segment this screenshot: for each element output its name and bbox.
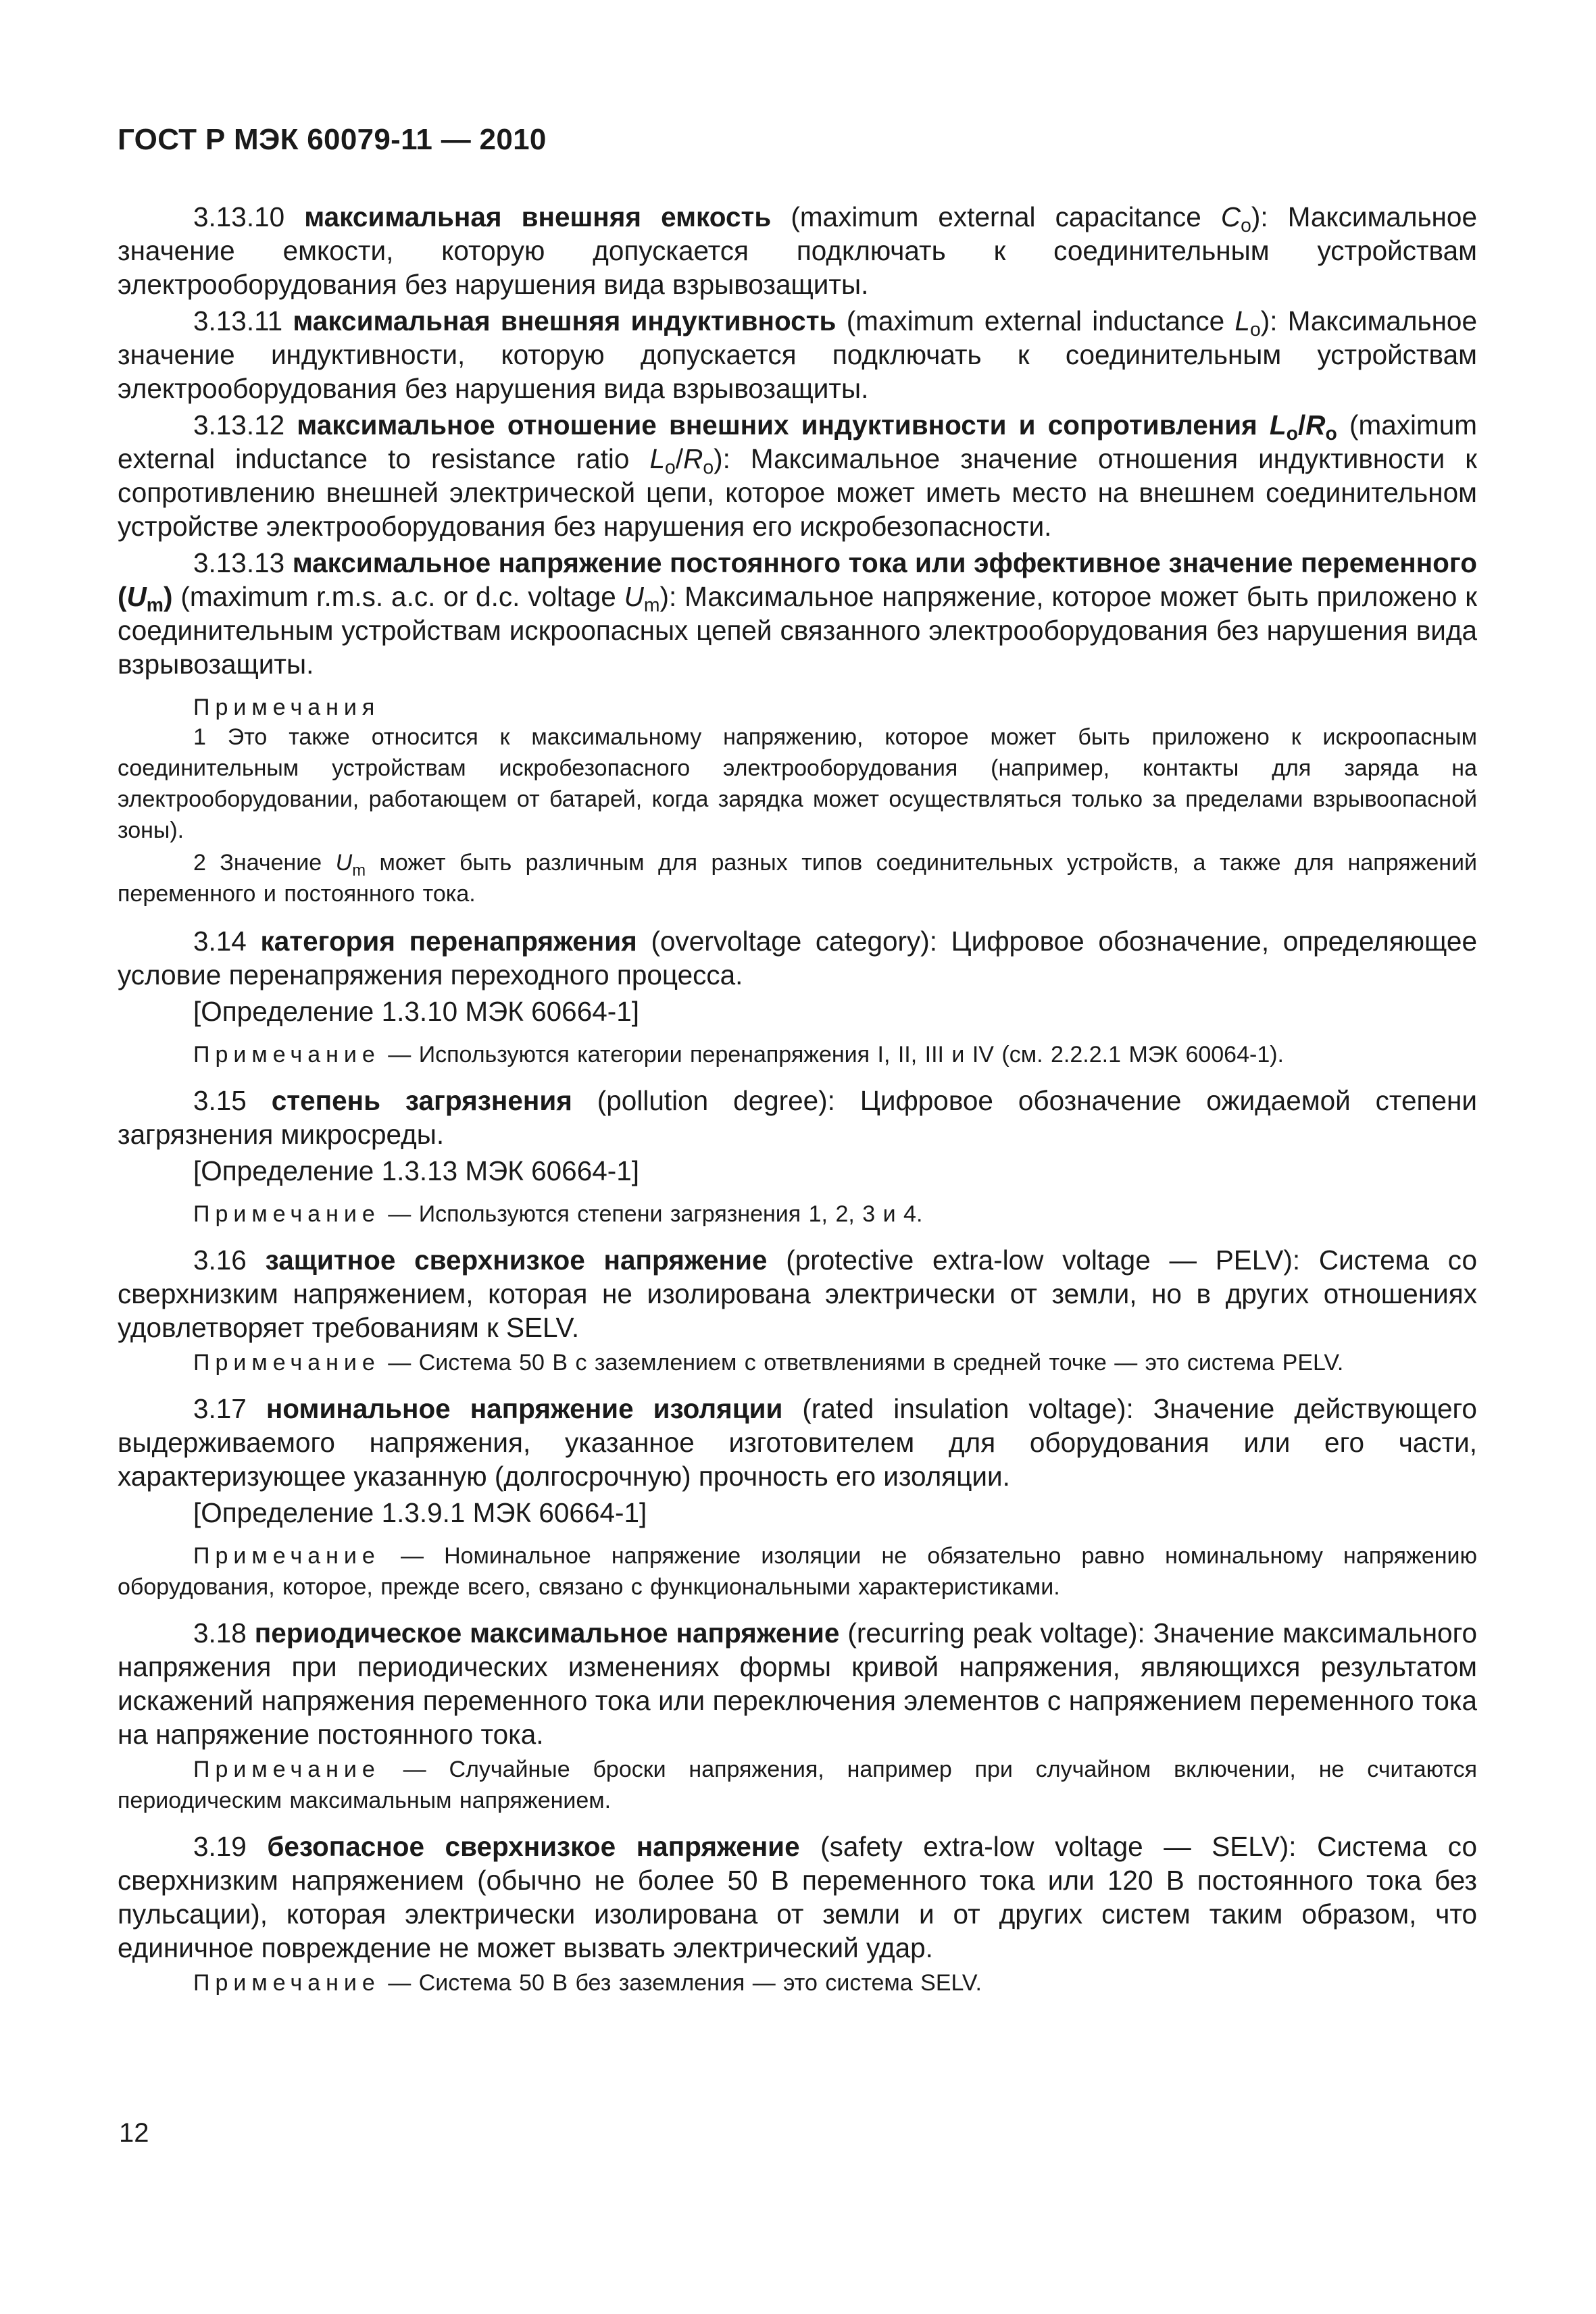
clause-3-17 [118,1392,1477,1493]
term-english: (rated insulation voltage): [802,1393,1134,1424]
symbol-subscript: m [643,595,660,616]
clause-3-13-12 [118,408,1477,543]
symbol-subscript: m [146,595,164,616]
term-english-close: ): [714,443,730,474]
symbol-subscript: o [703,457,714,478]
definition: Максимальное значение отношения индуктивности к сопротивлению внешней электрической цепи, которое может иметь место на внешнем соединительном устройстве электрооборудования без нарушения его искробезопасности. [118,443,1477,542]
clause-number: 3.13.10 [193,201,285,232]
symbol: C [1220,201,1241,232]
term-english: (maximum external inductance to resistance ratio [118,409,1477,474]
term: периодическое максимальное напряжение [254,1617,840,1649]
clause-3-13-11 [118,304,1477,405]
definition-reference: [Определение 1.3.10 МЭК 60664-1] [193,996,640,1027]
note [118,1754,1477,1816]
clause-number: 3.19 [193,1831,247,1862]
clause-number: 3.17 [193,1393,247,1424]
note-text: может быть различным для разных типов соединительных устройств, а также для напряжений переменного и постоянного тока. [118,850,1478,907]
clause-3-13-10 [118,200,1477,301]
term: защитное сверхнизкое напряжение [265,1244,768,1276]
definition: Максимальное значение индуктивности, которую допускается подключать к соединительным устройствам электрооборудования без нарушения вида взрывозащиты. [118,305,1477,404]
term-english: (recurring peak voltage): [847,1617,1145,1649]
term: максимальное отношение внешних индуктивности и сопротивления [297,409,1257,441]
note-1: 1 Это также относится к максимальному напряжению, которое может быть приложено к искроопасным соединительным устройствам искробезопасного электрооборудования (например, контакты для заряда на электрооборудовании, работающем от батарей, когда зарядка может осуществляться только за пределами взрывоопасной зоны). [118,724,1477,843]
symbol-subscript: o [1286,423,1298,445]
note-text: — Случайные броски напряжения, например при случайном включении, не считаются периодическим максимальным напряжением. [118,1757,1477,1813]
definition: Значение действующего выдерживаемого напряжения, указанное изготовителем для оборудования или его части, характеризующее указанную (долгосрочную) прочность его изоляции. [118,1393,1477,1492]
note-label: Примечание [193,1350,380,1376]
clause-number: 3.13.12 [193,409,285,441]
note [118,1347,1477,1378]
note-label: Примечание [193,1201,380,1227]
symbol-slash: / [1297,409,1306,441]
notes-3-13-13 [118,693,1477,909]
symbol: L [1269,409,1287,441]
clause-3-14 [118,924,1477,992]
symbol-subscript: o [1241,215,1251,236]
definition: Значение максимального напряжения при периодических изменениях формы кривой напряжения, являющихся результатом искажений напряжения переменного тока или переключения элементов с напряжением переменного тока на напряжение постоянного тока. [118,1617,1477,1750]
document-body [118,200,1477,2012]
clause-number: 3.15 [193,1085,247,1116]
definition: Максимальное напряжение, которое может быть приложено к соединительным устройствам искроопасных цепей связанного электрооборудования без нарушения вида взрывозащиты. [118,581,1477,680]
symbol-subscript: o [665,457,676,478]
symbol: U [126,581,147,612]
note-text: — Используются категории перенапряжения I, II, III и IV (см. 2.2.2.1 МЭК 60064-1). [388,1042,1284,1067]
term-english: (maximum external inductance [846,305,1235,336]
term-english: (safety extra-low voltage — SELV): [820,1831,1297,1862]
symbol: L [1235,305,1250,336]
definition: Система со сверхнизким напряжением (обычно не более 50 В переменного тока или 120 В постоянного тока без пульсации), которая электрически изолирована от земли и от других систем таким образом, что единичное повреждение не может вызвать электрический удар. [118,1831,1477,1963]
note-label: Примечание [193,1757,380,1782]
term: максимальное напряжение постоянного тока или эффективное значение переменного [292,547,1477,578]
term-english-close: ): [1260,305,1278,336]
document-header: ГОСТ Р МЭК 60079-11 — 2010 [118,123,547,156]
symbol-paren: ) [163,581,173,612]
symbol: U [624,581,644,612]
term: безопасное сверхнизкое напряжение [267,1831,800,1862]
term-english: (overvoltage category): [651,926,938,957]
symbol-subscript: m [352,861,366,880]
definition: Цифровое обозначение ожидаемой степени загрязнения микросреды. [118,1085,1477,1150]
note-text: 2 Значение [193,850,336,876]
symbol-paren: ( [118,581,127,612]
clause-number: 3.18 [193,1617,247,1649]
definition-reference: [Определение 1.3.9.1 МЭК 60664-1] [193,1497,647,1528]
clause-3-16 [118,1243,1477,1344]
symbol: L [649,443,666,474]
note-text: — Используются степени загрязнения 1, 2, 3 и 4. [388,1201,923,1227]
note [118,1540,1477,1603]
note-text: — Система 50 В с заземлением с ответвлениями в средней точке — это система PELV. [388,1350,1344,1376]
clause-3-13-13 [118,546,1477,681]
term-english-close: ): [659,581,677,612]
term: номинальное напряжение изоляции [266,1393,783,1424]
note-text: — Система 50 В без заземления — это система SELV. [388,1970,982,1996]
clause-3-18 [118,1616,1477,1751]
note-label: Примечание [193,1543,380,1569]
clause-number: 3.14 [193,926,247,957]
term: степень загрязнения [271,1085,572,1116]
clause-3-19 [118,1830,1477,1965]
symbol: R [1305,409,1326,441]
symbol-slash: / [675,443,684,474]
term-english: (pollution degree): [597,1085,835,1116]
note-label: Примечание [193,1970,380,1996]
definition: Цифровое обозначение, определяющее условие перенапряжения переходного процесса. [118,926,1477,990]
note [118,1039,1477,1070]
definition: Максимальное значение емкости, которую допускается подключать к соединительным устройствам электрооборудования без нарушения вида взрывозащиты. [118,201,1477,300]
page-number: 12 [119,2118,149,2148]
note [118,1967,1477,1998]
note-label: Примечание [193,1042,380,1067]
term-english: (maximum r.m.s. a.c. or d.c. voltage [180,581,624,612]
definition-reference: [Определение 1.3.13 МЭК 60664-1] [193,1155,640,1186]
term-english: (maximum external capacitance [791,201,1221,232]
clause-number: 3.13.11 [193,305,283,336]
clause-number: 3.13.13 [193,547,285,578]
symbol: R [683,443,703,474]
term: категория перенапряжения [260,926,637,957]
term: максимальная внешняя индуктивность [293,305,837,336]
definition: Система со сверхнизким напряжением, которая не изолирована электрически от земли, но в других отношениях удовлетворяет требованиям к SELV. [118,1244,1477,1343]
symbol-subscript: o [1325,423,1337,445]
note-text: — Номинальное напряжение изоляции не обязательно равно номинальному напряжению оборудования, которое, прежде всего, связано с функциональными характеристиками. [118,1543,1478,1600]
note-2 [118,847,1477,909]
term-english: (protective extra-low voltage — PELV): [786,1244,1301,1276]
notes-heading: Примечания [193,695,380,720]
term: максимальная внешняя емкость [304,201,772,232]
symbol-subscript: o [1249,319,1261,341]
symbol: U [335,850,353,876]
term-english-close: ): [1251,201,1268,232]
clause-number: 3.16 [193,1244,247,1276]
clause-3-15 [118,1084,1477,1151]
note [118,1199,1477,1230]
